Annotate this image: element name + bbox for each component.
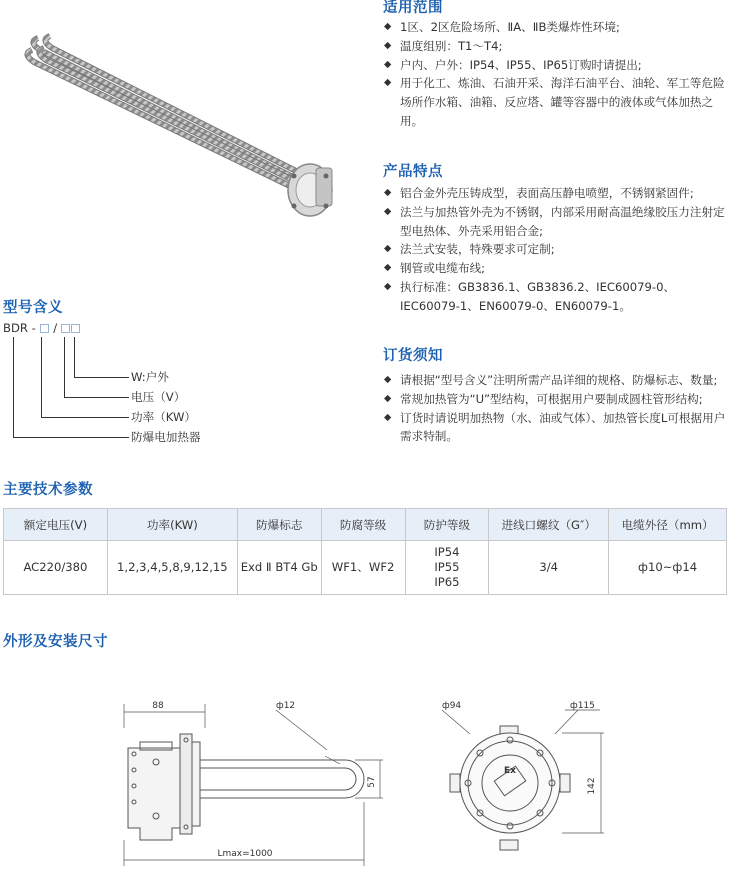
list-item: ◆ 请根据“型号含义”注明所需产品详细的规格、防爆标志、数量; [384,371,730,390]
model-box-power [40,324,49,333]
list-item: ◆ 订货时请说明加热物（水、油或气体）、加热管长度L可根据用户需求特制。 [384,409,730,447]
dim-tube-diameter: ф12 [276,701,296,711]
product-photo [10,28,355,228]
model-slash: / [53,321,58,335]
cell-voltage: AC220/380 [4,541,108,595]
cell-anticorrosion: WF1、WF2 [321,541,405,595]
table-header: 防腐等级 [321,509,405,541]
dim-outer-circle: ф115 [570,701,595,711]
specs-title: 主要技术参数 [3,482,93,498]
table-row [4,541,727,595]
table-header: 进线口螺纹（G″） [489,509,609,541]
protection-value: IP65 [434,575,460,589]
table-header: 功率(KW) [107,509,237,541]
list-item: ◆ 常规加热管为“U”型结构，可根据用户要制成圆柱管形结构; [384,390,730,409]
model-label-outdoor: W:户外 [131,370,169,384]
model-label-voltage: 电压（V） [131,390,186,404]
list-item: ◆ 钢管或电缆布线; [384,259,730,278]
table-header: 防护等级 [405,509,489,541]
cell-cable-diameter: ф10~ф14 [609,541,727,595]
features-list [384,184,730,316]
list-item: ◆ 铝合金外壳压铸成型，表面高压静电喷塑，不锈钢紧固件; [384,184,730,203]
model-box-outdoor [71,324,80,333]
model-label-power: 功率（KW） [131,410,197,424]
ordering-list [384,371,730,446]
model-prefix: BDR - [3,321,36,335]
heating-tubes [27,36,302,186]
dim-length: Lmax=1000 [217,849,273,859]
cell-thread: 3/4 [489,541,609,595]
list-item: ◆ 1区、2区危险场所、ⅡA、ⅡB类爆炸性环境; [384,18,730,37]
side-view [124,704,383,866]
cell-ex-mark: Exd Ⅱ BT4 Gb [237,541,321,595]
dimension-drawing [0,690,730,870]
front-view [442,710,604,850]
ordering-title: 订货须知 [383,348,443,364]
list-item: ◆ 温度组别：T1～T4; [384,37,730,56]
model-label-heater: 防爆电加热器 [131,430,201,444]
table-header: 额定电压(V) [4,509,108,541]
cell-protection [405,541,489,595]
table-header: 防爆标志 [237,509,321,541]
list-item: ◆ 户内、户外：IP54、IP55、IP65订购时请提出; [384,56,730,75]
model-code [3,321,81,335]
list-item: ◆ 法兰与加热管外壳为不锈钢，内部采用耐高温绝缘胶压力注射定型电热体、外壳采用铝合金; [384,203,730,241]
features-title: 产品特点 [383,164,443,180]
dimensions-title: 外形及安装尺寸 [3,634,108,650]
dim-u-height: 57 [367,776,377,788]
protection-value: IP54 [434,545,460,559]
model-box-voltage [61,324,70,333]
model-line-outdoor [74,337,129,378]
list-item: ◆ 法兰式安装，特殊要求可定制; [384,240,730,259]
applicability-list [384,18,730,131]
flange-head [288,164,332,216]
list-item: ◆ 执行标准：GB3836.1、GB3836.2、IEC60079-0、IEC60079-1、EN60079-0、EN60079-1。 [384,278,730,316]
list-item: ◆ 用于化工、炼油、石油开采、海洋石油平台、油轮、军工等危险场所作水箱、油箱、反应塔、罐等容器中的液体或气体加热之用。 [384,74,730,130]
dim-side-width: 88 [152,701,164,711]
dim-inner-circle: ф94 [442,701,462,711]
model-meaning-title: 型号含义 [3,300,63,316]
applicability-title: 适用范围 [383,0,443,16]
specs-table [3,508,727,595]
protection-value: IP55 [434,560,460,574]
dim-height: 142 [587,777,597,795]
table-header: 电缆外径（mm） [609,509,727,541]
table-header-row [4,509,727,541]
front-ex-mark: Ex [504,766,516,776]
cell-power: 1,2,3,4,5,8,9,12,15 [107,541,237,595]
